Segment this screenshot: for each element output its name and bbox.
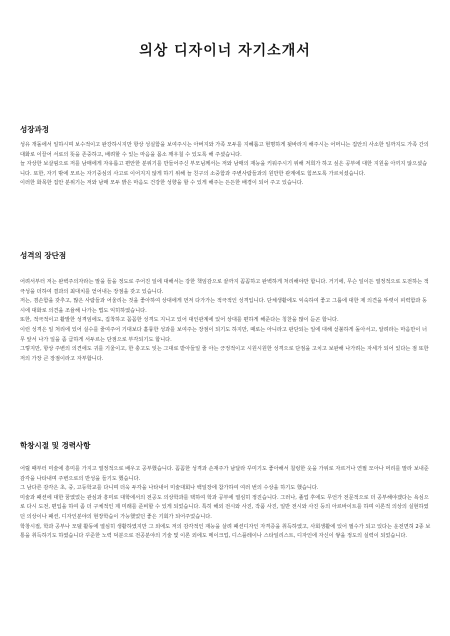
paragraph: 어려서부터 저는 완벽주의자라는 말을 들을 정도로 주어진 일에 대해서는 강한 책임감으로 끝까지 꼼꼼하고 완벽하게 처리해야만 합니다. 거기에, 무슨 일이든 열정적으로 도전하는 적극성을 더하여 결과의 최대치를 얻어내는 장점을 갖고 있습니다. <box>20 279 429 295</box>
section-heading-personality: 성격의 장단점 <box>20 251 67 260</box>
document-title: 의상 디자이너 자기소개서 <box>139 43 311 59</box>
paragraph: 저는, 겸손함을 갖추고, 많은 사람들과 어울리는 것을 좋아하여 상대에게 먼저 다가가는 적극적인 성격입니다. 단체생활에도 익숙하여 좋고 그룹에 대한 제 의견을 뚜렷이 피력함과 동시에 대화로 의견을 조율해 나가는 법도 익히하였습니다. <box>20 298 428 314</box>
paragraph: 학창시절, 학과 공부나 모델 활동에 열심히 생활하였지만 그 외에도 저의 감각적인 재능을 살려 패션디자인 자격증을 취득하였고, 사회생활에 있어 필수가 되고 있다는 운전면허 2종 보통을 취득하기도 하였습니다 꾸준한 노력 덕분으로 전공분야의 기술 및 이론 외에도 메이크업, 디스플레이나 스타일리스트, 디자인에 자신이 쌓을 정도의 실력이 되었습니다. <box>20 523 431 540</box>
paragraph: 미술과 패션에 대한 꿈였었는 관심과 흥미로 대학에서의 전공도 의상학과를 택하여 학과 공부에 열심히 정진습니다. 그러나, 졸업 후에도 무언가 전문적으로 더 공부해야겠다는 욕심으로 다시 도전, 편입을 하여 좀 더 구체적인 제 미래를 준비할 수 있게 되었습니다. 특히 해외 전시와 사진, 작품 사진, 일반 전시와 사진 등의 아르바이트를 하며 이론적 의상의 실현하였던 의상이나 패션, 디자인분야의 현장학습이 가능했었던 좋은 기회가 되어주었습니다. <box>20 494 429 520</box>
paragraph: 이러한 화목한 집안 분위기는 저와 남매 모두 밝은 마음도 건강한 성향을 할 수 있게 해주는 든든한 배경이 되어 주고 있습니다. <box>20 180 304 187</box>
paragraph: 늘 자상한 보살핌으로 저를 남매에게 자유롭고 편안한 분위기를 만들어주신 부모님께서는 저와 남매의 재능을 키워주시기 위해 저희가 하고 싶은 공부에 대한 지원을 아끼지 않으셨습니다. 또한, 자기 밖에 모르는 자기중심의 사고로 이어지지 않게 하기 위해 늘 친구의 소중함과 주변사람들과의 원만한 관계에도 힘쓰도록 가르치셨습니다. <box>20 161 428 177</box>
paragraph: 또한, 적극적이고 활발한 성격임에도, 집착하고 꼼꼼한 성격도 지니고 있어 대인관계에 있어 상대를 편하게 해준다는 칭찬을 많이 듣곤 합니다. <box>20 317 339 324</box>
paragraph: 그렇지만, 항상 주변의 의견에도 귀를 기울이고, 한 충고도 잊는 그대로 받아들일 줄 아는 긍정적이고 시원시원한 성격으로 단점을 고치고 보완해 나가려는 자세가 되어 있다는 점 또한 저의 가장 큰 장점이라고 자부합니다. <box>20 346 429 362</box>
section-heading-school-career: 학창시절 및 경력사항 <box>20 441 91 450</box>
paragraph: 이런 성격은 일 처리에 있어 실수를 줄여주어 기대보다 훌륭한 성과를 보여주는 장점이 되기도 하지만, 때로는 아니라고 판단되는 일에 대해 섣불하게 돌아서고, 알려라는 마음만이 너무 앞서 나가 일을 좀 급하게 서두르는 단점으로 부각되기도 합니다. <box>20 326 428 343</box>
paragraph: 어릴 때부터 미술에 흥미를 가지고 열정적으로 배우고 공부했습니다. 꼼꼼한 성격과 손재주가 남달라 꾸미기도 좋아해서 칠렁한 옷을 가위로 자르거나 연필 모아나 머리를 말라 보내준 감각을 나타내며 주변으로의 반성을 들기도 했습니다. <box>20 466 429 482</box>
paragraph: 그 남다른 감각은 초, 중, 고등학교를 다니며 더욱 두각을 나타내어 미술대회나 백일장에 참가하여 여러 번의 수상을 하기도 했습니다. <box>20 485 319 492</box>
paragraph: 성유 개돌에서 일하시며 보수적이고 완강하시지만 항상 성실함을 보여주시는 아버지와 가족 모두를 지혜롭고 현명하게 뒷바라지 해주시는 어머니는 집안의 사소한 일까지도 가족 간의 대화로 이끌어 서로의 뜻을 존중하고, 배려할 수 있는 마음을 몸소 깨우칠 수 있도록 해 주셨습니다. <box>20 142 429 158</box>
section-heading-growth: 성장과정 <box>20 125 49 134</box>
section-body-growth <box>20 141 432 189</box>
section-body-personality <box>20 278 432 364</box>
section-body-school-career <box>20 465 432 542</box>
